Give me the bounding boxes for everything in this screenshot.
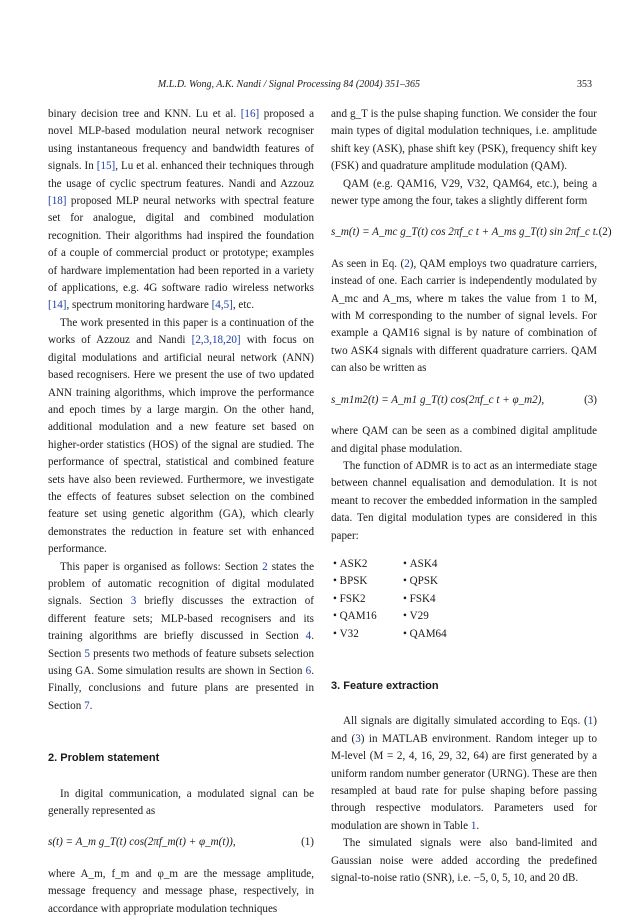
section-link[interactable]: 3 [130,595,137,608]
left-column [48,106,314,918]
paragraph: binary decision tree and KNN. Lu et al. [16] proposed a novel MLP-based modulation neural network recogniser using instantaneous frequency and bandwidth features of signals. In [15], Lu et al. enhanced their techniques through the usage of cyclic spectrum features. Nandi and Azzouz [18] proposed MLP neural networks with spectral feature set for analogue, digital and combined modulation recognition. Their algorithms had inspired the foundation of a couple of commercial product or prototype; examples of hardware implementation had been reported in a variety of applications, e.g. 4G software radio wireless networks [14], spectrum monitoring hardware [4,5], etc. [48,108,314,312]
paragraph: All signals are digitally simulated according to Eqs. (1) and (3) in MATLAB environment. Random integer up to M-level (M = 2, 4, 16, 29, 32, 64) are first generated by a uniform random number generator (URNG). These are then resampled at baud rate for pulse shaping before passing through respective modulators. Parameters used for modulation are shown in Table 1. [331,715,597,832]
paragraph: where QAM can be seen as a combined digital amplitude and digital phase modulation. [331,425,597,455]
section-heading: 3. Feature extraction [331,679,439,692]
paragraph: This paper is organised as follows: Section 2 states the problem of automatic recognition of digital modulated signals. Section 3 briefly discusses the extraction of different feature sets; MLP-based recognisers and its training algorithms are briefly discussed in Section 4. Section 5 presents two methods of feature subsets selection using GA. Some simulation results are shown in Section 6. Finally, conclusions and future plans are presented in Section 7. [48,560,315,712]
equation-2 [331,224,612,241]
paragraph: QAM (e.g. QAM16, V29, V32, QAM64, etc.), being a newer type among the four, takes a slightly different form [331,177,597,208]
equation-expression: s_m1m2(t) = A_m1 g_T(t) cos(2πf_c t + φ_m2), [331,393,545,406]
paragraph: As seen in Eq. (2), QAM employs two quadrature carriers, instead of one. Each carrier is independently modulated by A_mc and A_ms, where m takes the value from 1 to M, with M corresponding to the number of signal levels. For example a QAM16 signal is by nature of combination of two ASK4 signals with different quadrature carriers. QAM can also be written as [331,257,597,375]
paragraph: where A_m, f_m and φ_m are the message amplitude, message frequency and message phase, respectively, in accordance with appropriate modulation techniques [48,867,314,915]
list-item: • FSK2 [333,591,403,608]
section-link[interactable]: 4 [305,630,312,643]
equation-1 [48,834,314,851]
equation-expression: s(t) = A_m g_T(t) cos(2πf_m(t) + φ_m(t)), [48,836,236,849]
paragraph: The work presented in this paper is a continuation of the works of Azzouz and Nandi [2,3,18,20] with focus on digital modulations and artificial neural network (ANN) based recognisers. Here we present the use of two updated ANN training algorithms, which improve the performance and epoch times by a large margin. On the other hand, additional modulation and a new feature set based on higher-order statistics (HOS) of the signal are studied. The performance of spectral, statistical and combined feature sets have also been reviewed. Furthermore, we investigate the effects of features subset selection on the combined feature set using genetic algorithm (GA), which clearly demonstrates the reduction in feature set with enhanced performance. [48,316,314,556]
list-item: • V32 [333,626,403,643]
list-item: • FSK4 [403,591,493,608]
equation-link[interactable]: 1 [587,715,594,728]
citation-link[interactable]: [4,5] [211,299,233,312]
paragraph: The function of ADMR is to act as an intermediate stage between channel equalisation and demodulation. It is not meant to recover the embedded information in the sampled data. Ten digital modulation types are considered in this paper: [331,459,597,542]
equation-link[interactable]: 3 [355,732,361,745]
equation-number: (2) [598,226,612,239]
table-link[interactable]: 1 [470,819,477,832]
paragraph: The simulated signals were also band-limited and Gaussian noise were added according the predefined signal-to-noise ratio (SNR), i.e. −5, 0, 5, 10, and 20 dB. [331,837,597,885]
citation-link[interactable]: [2,3,18,20] [191,334,241,347]
right-column [331,106,612,887]
running-header [46,78,592,92]
list-item: • QPSK [403,573,493,590]
section-heading: 2. Problem statement [48,752,160,765]
list-item: • V29 [403,608,493,625]
list-item: • BPSK [333,573,403,590]
list-item: • ASK2 [333,556,403,573]
equation-number: (1) [301,836,314,849]
equation-3 [331,392,597,409]
citation-link[interactable]: [18] [48,195,67,208]
paragraph: In digital communication, a modulated signal can be generally represented as [48,787,314,818]
section-link[interactable]: 7 [84,699,90,712]
citation-link[interactable]: [14] [48,299,67,312]
list-item: • ASK4 [403,556,493,573]
list-item: • QAM16 [333,608,403,625]
section-link[interactable]: 2 [262,560,268,573]
page-number: 353 [577,79,592,90]
equation-number: (3) [584,393,597,406]
modulation-list [333,556,597,643]
equation-expression: s_m(t) = A_mc g_T(t) cos 2πf_c t + A_ms g_T(t) sin 2πf_c t. [331,226,599,239]
equation-link[interactable]: 2 [404,257,410,270]
citation-link[interactable]: [15] [96,160,116,173]
paragraph: and g_T is the pulse shaping function. We consider the four main types of digital modulation techniques, i.e. amplitude shift key (ASK), phase shift key (PSK), frequency shift key (FSK) and quadrature amplitude modulation (QAM). [331,108,597,173]
list-item: • QAM64 [403,626,493,643]
section-link[interactable]: 5 [84,647,90,660]
section-link[interactable]: 6 [305,665,312,677]
running-title: M.L.D. Wong, A.K. Nandi / Signal Processing 84 (2004) 351–365 [157,79,421,90]
citation-link[interactable]: [16] [240,108,260,120]
